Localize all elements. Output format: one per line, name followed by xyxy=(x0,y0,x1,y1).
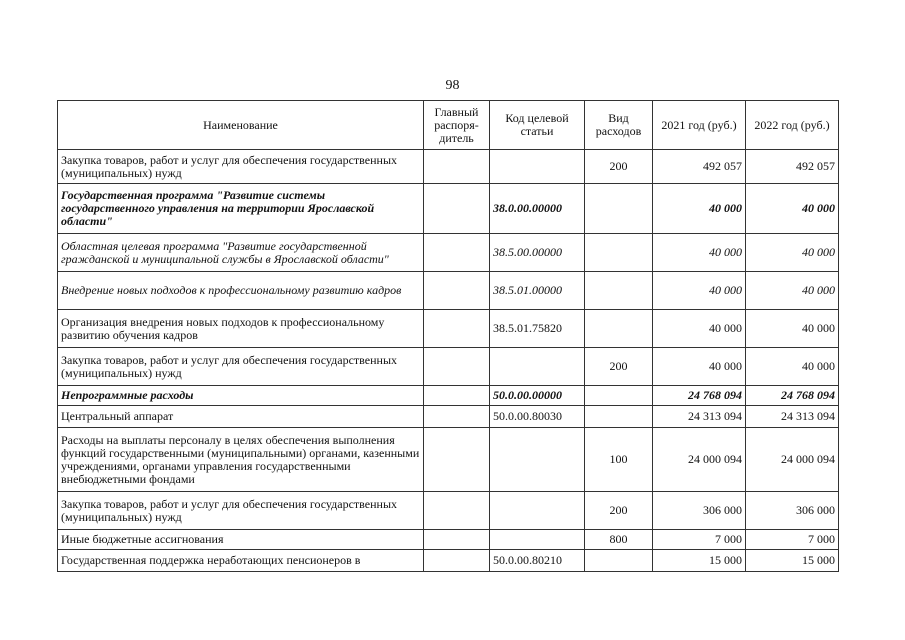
cell-manager xyxy=(424,406,490,428)
cell-manager xyxy=(424,310,490,348)
cell-2021: 492 057 xyxy=(653,150,746,184)
cell-2022: 40 000 xyxy=(746,272,839,310)
cell-kind xyxy=(585,272,653,310)
table-row xyxy=(58,530,839,550)
cell-name: Областная целевая программа "Развитие государственной гражданской и муниципальной службы в Ярославской области" xyxy=(58,234,424,272)
cell-kind: 200 xyxy=(585,492,653,530)
header-name: Наименование xyxy=(58,101,424,150)
cell-name: Внедрение новых подходов к профессиональному развитию кадров xyxy=(58,272,424,310)
cell-code xyxy=(490,530,585,550)
table-row xyxy=(58,492,839,530)
cell-manager xyxy=(424,150,490,184)
cell-2022: 40 000 xyxy=(746,348,839,386)
cell-kind xyxy=(585,406,653,428)
cell-2021: 40 000 xyxy=(653,310,746,348)
header-manager: Главный распоря-дитель xyxy=(424,101,490,150)
cell-name: Непрограммные расходы xyxy=(58,386,424,406)
cell-kind: 200 xyxy=(585,150,653,184)
cell-name: Закупка товаров, работ и услуг для обеспечения государственных (муниципальных) нужд xyxy=(58,492,424,530)
cell-kind xyxy=(585,234,653,272)
cell-code: 38.0.00.00000 xyxy=(490,184,585,234)
cell-manager xyxy=(424,234,490,272)
cell-2021: 15 000 xyxy=(653,550,746,572)
table-row xyxy=(58,234,839,272)
cell-name: Иные бюджетные ассигнования xyxy=(58,530,424,550)
cell-2021: 7 000 xyxy=(653,530,746,550)
header-2021: 2021 год (руб.) xyxy=(653,101,746,150)
cell-2021: 40 000 xyxy=(653,272,746,310)
cell-2021: 24 000 094 xyxy=(653,428,746,492)
cell-2022: 492 057 xyxy=(746,150,839,184)
table-row xyxy=(58,550,839,572)
cell-2022: 40 000 xyxy=(746,310,839,348)
table-row xyxy=(58,310,839,348)
cell-code xyxy=(490,492,585,530)
table-row xyxy=(58,406,839,428)
header-2022: 2022 год (руб.) xyxy=(746,101,839,150)
cell-name: Закупка товаров, работ и услуг для обеспечения государственных (муниципальных) нужд xyxy=(58,150,424,184)
table-row xyxy=(58,184,839,234)
cell-kind xyxy=(585,310,653,348)
cell-2021: 40 000 xyxy=(653,348,746,386)
cell-manager xyxy=(424,184,490,234)
budget-table xyxy=(57,100,839,572)
header-kind: Вид расходов xyxy=(585,101,653,150)
cell-2022: 40 000 xyxy=(746,184,839,234)
cell-2022: 15 000 xyxy=(746,550,839,572)
page-number: 98 xyxy=(445,78,460,93)
cell-name: Расходы на выплаты персоналу в целях обеспечения выполнения функций государственными (муниципальными) органами, казенными учреждениями, органами управления государственными внебюджетными фондами xyxy=(58,428,424,492)
cell-2021: 24 768 094 xyxy=(653,386,746,406)
cell-code xyxy=(490,150,585,184)
table-row xyxy=(58,150,839,184)
cell-code: 38.5.01.00000 xyxy=(490,272,585,310)
cell-2021: 24 313 094 xyxy=(653,406,746,428)
cell-2022: 40 000 xyxy=(746,234,839,272)
table-row xyxy=(58,386,839,406)
cell-name: Центральный аппарат xyxy=(58,406,424,428)
cell-code: 38.5.00.00000 xyxy=(490,234,585,272)
cell-manager xyxy=(424,428,490,492)
cell-kind: 800 xyxy=(585,530,653,550)
cell-name: Закупка товаров, работ и услуг для обеспечения государственных (муниципальных) нужд xyxy=(58,348,424,386)
cell-2021: 40 000 xyxy=(653,234,746,272)
cell-kind: 200 xyxy=(585,348,653,386)
cell-code: 38.5.01.75820 xyxy=(490,310,585,348)
table-row xyxy=(58,428,839,492)
cell-2022: 24 000 094 xyxy=(746,428,839,492)
cell-name: Государственная программа "Развитие системы государственного управления на территории Ярославской области" xyxy=(58,184,424,234)
cell-kind xyxy=(585,386,653,406)
cell-kind: 100 xyxy=(585,428,653,492)
cell-code xyxy=(490,348,585,386)
cell-2021: 306 000 xyxy=(653,492,746,530)
cell-kind xyxy=(585,184,653,234)
cell-manager xyxy=(424,550,490,572)
cell-kind xyxy=(585,550,653,572)
cell-2021: 40 000 xyxy=(653,184,746,234)
cell-2022: 24 768 094 xyxy=(746,386,839,406)
cell-manager xyxy=(424,272,490,310)
cell-name: Государственная поддержка неработающих пенсионеров в xyxy=(58,550,424,572)
table-row xyxy=(58,272,839,310)
cell-2022: 7 000 xyxy=(746,530,839,550)
cell-code: 50.0.00.80210 xyxy=(490,550,585,572)
cell-code xyxy=(490,428,585,492)
cell-manager xyxy=(424,530,490,550)
table-row xyxy=(58,348,839,386)
cell-name: Организация внедрения новых подходов к профессиональному развитию обучения кадров xyxy=(58,310,424,348)
table-header-row xyxy=(58,101,839,150)
cell-2022: 24 313 094 xyxy=(746,406,839,428)
header-code: Код целевой статьи xyxy=(490,101,585,150)
cell-2022: 306 000 xyxy=(746,492,839,530)
cell-manager xyxy=(424,492,490,530)
cell-code: 50.0.00.00000 xyxy=(490,386,585,406)
cell-code: 50.0.00.80030 xyxy=(490,406,585,428)
cell-manager xyxy=(424,386,490,406)
cell-manager xyxy=(424,348,490,386)
